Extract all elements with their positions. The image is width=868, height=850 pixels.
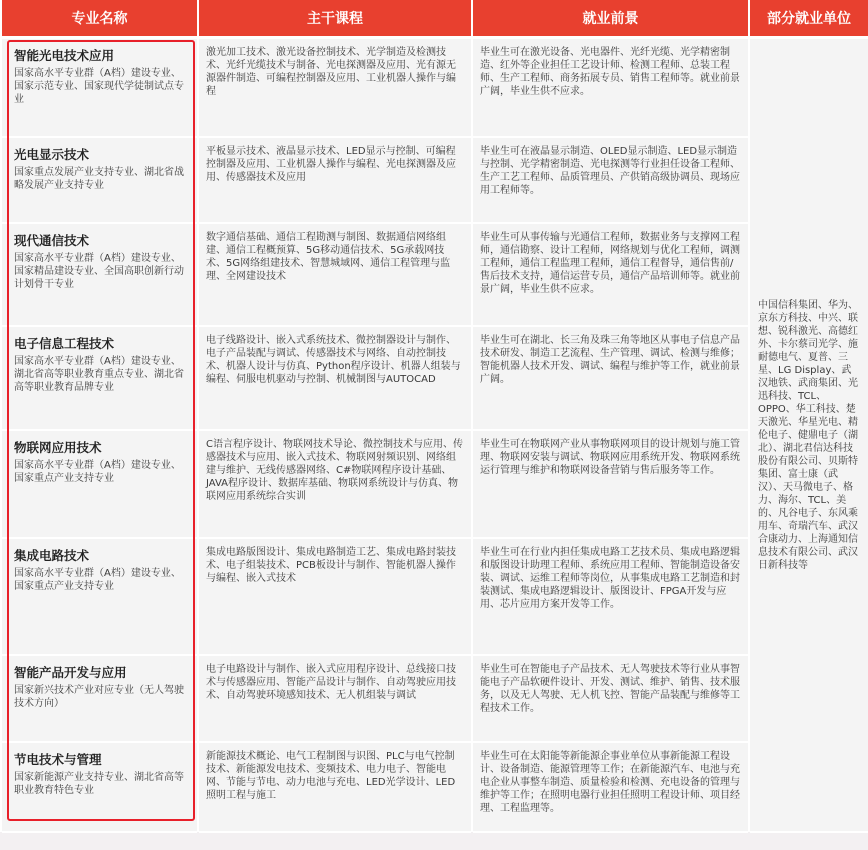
header-row xyxy=(2,0,868,39)
prospects-cell: 毕业生可在物联网产业从事物联网项目的设计规划与施工管理、物联网安装与调试、物联网应用系统开发、物联网系统运行管理与维护和物联网设备营销与售后服务等工作。 xyxy=(473,431,748,539)
major-desc: 国家高水平专业群（A档）建设专业、国家重点产业支持专业 xyxy=(14,460,181,484)
courses-cell: 数字通信基础、通信工程勘测与制图、数据通信网络组建、通信工程概预算、5G移动通信技术、5G承载网技术、5G网络组建技术、智慧城域网、通信工程管理与监理、全网建设技术 xyxy=(199,224,471,327)
major-name: 电子信息工程技术 xyxy=(14,336,115,351)
prospects-cell: 毕业生可在液晶显示制造、OLED显示制造、LED显示制造与控制、光学精密制造、光电探测等行业担任设备工程师、生产工艺工程师、品质管理员、产供销高级协调员、现场应用工程师等。 xyxy=(473,138,748,224)
major-cell xyxy=(2,224,197,327)
table-row xyxy=(2,327,868,431)
major-name: 智能光电技术应用 xyxy=(14,48,115,63)
major-name: 光电显示技术 xyxy=(14,147,90,162)
header-employment-prospects: 就业前景 xyxy=(473,0,748,39)
table-row xyxy=(2,224,868,327)
table-row xyxy=(2,539,868,656)
prospects-cell: 毕业生可在行业内担任集成电路工艺技术员、集成电路逻辑和版图设计助理工程师、系统应用工程师、智能制造设备安装、调试、运维工程师等岗位，从事集成电路工艺制造和封装测试、集成电路逻辑设计、版图设计、FPGA开发与应用、芯片应用方案开发等工作。 xyxy=(473,539,748,656)
courses-cell: 新能源技术概论、电气工程制图与识图、PLC与电气控制技术、新能源发电技术、变频技术、电力电子、智能电网、节能与节电、动力电池与充电、LED光学设计、LED照明工程与施工 xyxy=(199,743,471,833)
major-name: 集成电路技术 xyxy=(14,548,90,563)
major-cell xyxy=(2,138,197,224)
prospects-cell: 毕业生可从事传输与光通信工程师，数据业务与支撑网工程师，通信勘察、设计工程师，网络规划与优化工程师，调测工程师，通信工程监理工程师，通信工程督导，通信售前/售后技术支持，通信运营专员，通信产品培训师等。就业前景广阔，毕业生供不应求。 xyxy=(473,224,748,327)
major-desc: 国家高水平专业群（A档）建设专业、湖北省高等职业教育重点专业、湖北省高等职业教育品牌专业 xyxy=(14,356,184,393)
table-row xyxy=(2,138,868,224)
header-main-courses: 主干课程 xyxy=(199,0,471,39)
table-row xyxy=(2,39,868,138)
prospects-cell: 毕业生可在湖北、长三角及珠三角等地区从事电子信息产品技术研发、制造工艺流程、生产管理、调试、检测与维修；智能机器人技术开发、调试、编程与维护等工作，就业前景广阔。 xyxy=(473,327,748,431)
prospects-cell: 毕业生可在激光设备、光电器件、光纤光缆、光学精密制造、红外等企业担任工艺设计师、检测工程师、总装工程师、生产工程师、商务拓展专员、销售工程师等。就业前景广阔，毕业生供不应求。 xyxy=(473,39,748,138)
courses-cell: C语言程序设计、物联网技术导论、微控制技术与应用、传感器技术与应用、嵌入式技术、物联网射频识别、网络组建与维护、无线传感器网络、C#物联网程序设计基础、JAVA程序设计、数据库基础、物联网系统设计与仿真、物联网应用系统综合实训 xyxy=(199,431,471,539)
major-cell xyxy=(2,327,197,431)
table-row xyxy=(2,743,868,833)
courses-cell: 电子线路设计、嵌入式系统技术、微控制器设计与制作、电子产品装配与调试、传感器技术与网络、自动控制技术、机器人设计与仿真、Python程序设计、机器人组装与编程、伺服电机驱动与控制、机械制图与AUTOCAD xyxy=(199,327,471,431)
major-cell xyxy=(2,39,197,138)
major-desc: 国家新能源产业支持专业、湖北省高等职业教育特色专业 xyxy=(14,772,184,796)
major-cell xyxy=(2,431,197,539)
courses-cell: 平板显示技术、液晶显示技术、LED显示与控制、可编程控制器及应用、工业机器人操作与编程、光电探测器及应用、传感器技术及应用 xyxy=(199,138,471,224)
major-desc: 国家高水平专业群（A档）建设专业、国家精品建设专业、全国高职创新行动计划骨干专业 xyxy=(14,253,184,290)
prospects-cell: 毕业生可在太阳能等新能源企事业单位从事新能源工程设计、设备制造、能源管理等工作；在新能源汽车、电池与充电企业从事整车制造、质量检验和检测、充电设备的管理与维护等工作；在照明电器行业担任照明工程设计师、项目经理、工程监理等。 xyxy=(473,743,748,833)
major-cell xyxy=(2,656,197,743)
major-cell xyxy=(2,539,197,656)
courses-cell: 集成电路版图设计、集成电路制造工艺、集成电路封装技术、电子组装技术、PCB板设计与制作、智能机器人操作与编程、嵌入式技术 xyxy=(199,539,471,656)
major-name: 现代通信技术 xyxy=(14,233,90,248)
major-name: 物联网应用技术 xyxy=(14,440,102,455)
major-name: 智能产品开发与应用 xyxy=(14,665,127,680)
header-major-name: 专业名称 xyxy=(2,0,197,39)
header-employers: 部分就业单位 xyxy=(750,0,868,39)
major-desc: 国家高水平专业群（A档）建设专业、国家重点产业支持专业 xyxy=(14,568,181,592)
employers-cell: 中国信科集团、华为、京东方科技、中兴、联想、锐科激光、高德红外、卡尔蔡司光学、施耐德电气、夏普、三星、LG Display、武汉地铁、武商集团、光迅科技、TCL、OPPO、华工科技、楚天激光、华星光电、精伦电子、健鼎电子（湖北）、湖北君信达科技股份有限公司、贝斯特集团、富士康（武汉）、天马微电子、格力、海尔、TCL、美的、凡谷电子、东风乘用车、奇瑞汽车、武汉合康动力、上海通知信息技术有限公司、武汉日新科技等 xyxy=(750,39,868,833)
major-desc: 国家重点发展产业支持专业、湖北省战略发展产业支持专业 xyxy=(14,167,184,191)
major-desc: 国家新兴技术产业对应专业（无人驾驶技术方向） xyxy=(14,685,184,709)
table-row xyxy=(2,656,868,743)
prospects-cell: 毕业生可在智能电子产品技术、无人驾驶技术等行业从事智能电子产品软硬件设计、开发、测试、维护、销售、技术服务，以及无人驾驶、无人机飞控、智能产品装配与维修等工程技术工作。 xyxy=(473,656,748,743)
major-desc: 国家高水平专业群（A档）建设专业、国家示范专业、国家现代学徒制试点专业 xyxy=(14,68,184,105)
courses-cell: 电子电路设计与制作、嵌入式应用程序设计、总线接口技术与传感器应用、智能产品设计与制作、自动驾驶应用技术、自动驾驶环境感知技术、无人机组装与调试 xyxy=(199,656,471,743)
table-row xyxy=(2,431,868,539)
courses-cell: 激光加工技术、激光设备控制技术、光学制造及检测技术、光纤光缆技术与制备、光电探测器及应用、光有源无源器件制造、可编程控制器及应用、工业机器人操作与编程 xyxy=(199,39,471,138)
major-cell xyxy=(2,743,197,833)
major-name: 节电技术与管理 xyxy=(14,752,102,767)
